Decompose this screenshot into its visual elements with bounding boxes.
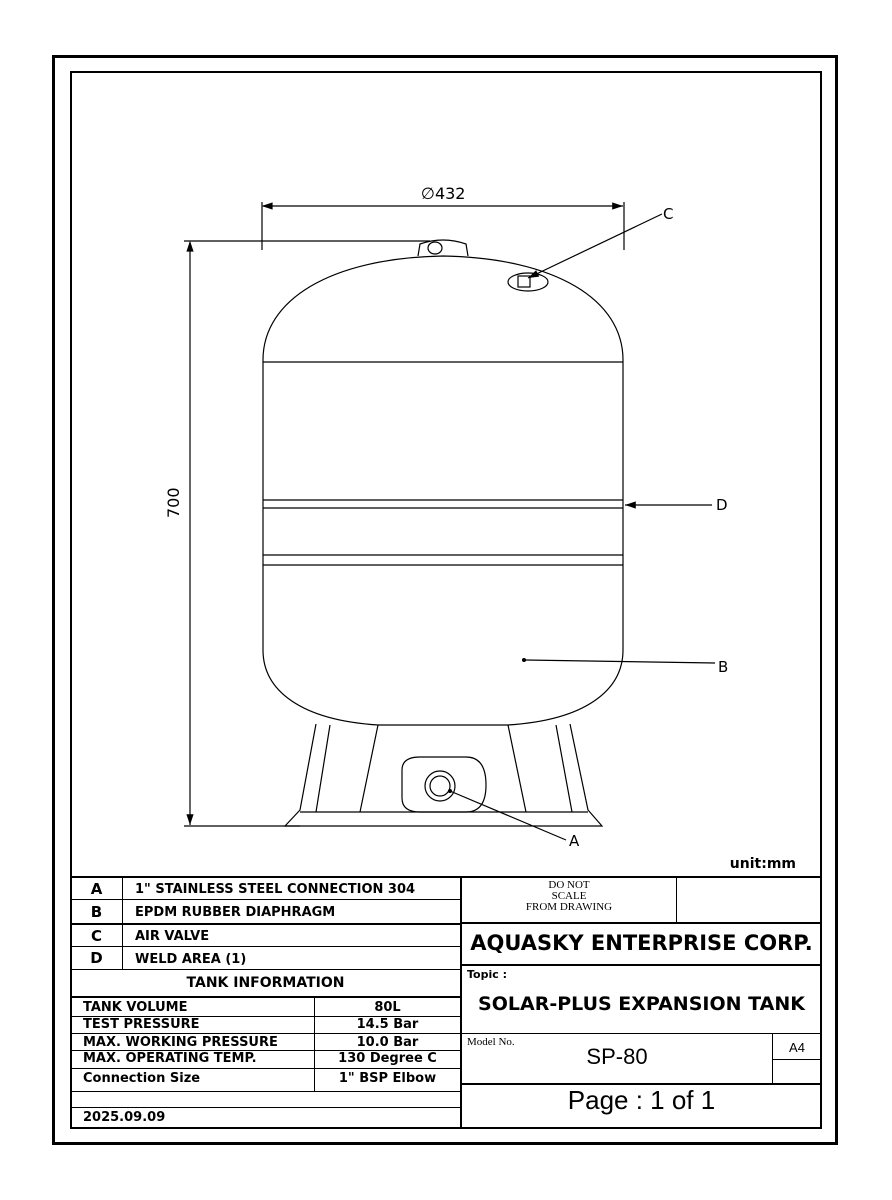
leader-a-dot xyxy=(448,789,452,793)
part-desc-a: 1" STAINLESS STEEL CONNECTION 304 xyxy=(135,882,416,897)
callout-c: C xyxy=(663,205,674,223)
unit-label: unit:mm xyxy=(729,856,796,872)
part-desc-d: WELD AREA (1) xyxy=(135,952,247,967)
leader-b xyxy=(525,660,715,663)
max-operating-temp-label: MAX. OPERATING TEMP. xyxy=(83,1051,257,1066)
leader-a xyxy=(450,791,566,840)
page-indicator: Page : 1 of 1 xyxy=(567,1085,716,1115)
tank-volume-value: 80L xyxy=(374,1000,401,1015)
note-divider xyxy=(676,878,677,922)
part-letter-c: C xyxy=(90,927,102,945)
title-block xyxy=(71,876,821,1128)
callout-a: A xyxy=(569,832,580,850)
part-desc-c: AIR VALVE xyxy=(135,929,210,944)
top-fitting xyxy=(418,240,468,256)
diameter-label: ∅432 xyxy=(421,184,466,203)
sheet-size: A4 xyxy=(789,1040,805,1055)
max-working-pressure-value: 10.0 Bar xyxy=(356,1035,419,1050)
callout-b: B xyxy=(718,658,729,676)
part-letter-b: B xyxy=(90,903,103,921)
part-letter-a: A xyxy=(90,880,103,898)
leader-c xyxy=(528,214,662,278)
test-pressure-value: 14.5 Bar xyxy=(356,1017,419,1032)
bottom-port-housing xyxy=(402,757,486,812)
base-stand-outline xyxy=(285,724,602,826)
model-number: SP-80 xyxy=(586,1044,648,1069)
max-working-pressure-label: MAX. WORKING PRESSURE xyxy=(83,1035,278,1050)
parts-list xyxy=(71,878,460,970)
height-label: 700 xyxy=(164,487,183,518)
tank-info-heading: TANK INFORMATION xyxy=(186,975,345,991)
connection-size-value: 1" BSP Elbow xyxy=(338,1071,437,1086)
topic-label: Topic : xyxy=(467,968,507,981)
topic-title: SOLAR-PLUS EXPANSION TANK xyxy=(478,993,805,1015)
drawing-date: 2025.09.09 xyxy=(83,1110,166,1125)
bottom-port-inner xyxy=(430,776,450,796)
part-letter-d: D xyxy=(90,949,103,967)
base-stand-legs xyxy=(316,725,572,812)
part-desc-b: EPDM RUBBER DIAPHRAGM xyxy=(135,905,336,920)
company-name: AQUASKY ENTERPRISE CORP. xyxy=(470,931,813,955)
test-pressure-label: TEST PRESSURE xyxy=(83,1017,200,1032)
max-operating-temp-value: 130 Degree C xyxy=(338,1051,437,1066)
top-fitting-hole xyxy=(428,242,442,254)
model-label: Model No. xyxy=(467,1036,515,1048)
tank-top-dome xyxy=(263,256,623,360)
connection-size-label: Connection Size xyxy=(83,1071,201,1086)
callout-d: D xyxy=(716,496,728,514)
tank-volume-label: TANK VOLUME xyxy=(83,1000,188,1015)
leader-b-dot xyxy=(522,658,526,662)
do-not-scale-note: DO NOT SCALE FROM DRAWING xyxy=(525,879,613,913)
tank-body-outline xyxy=(263,360,623,725)
